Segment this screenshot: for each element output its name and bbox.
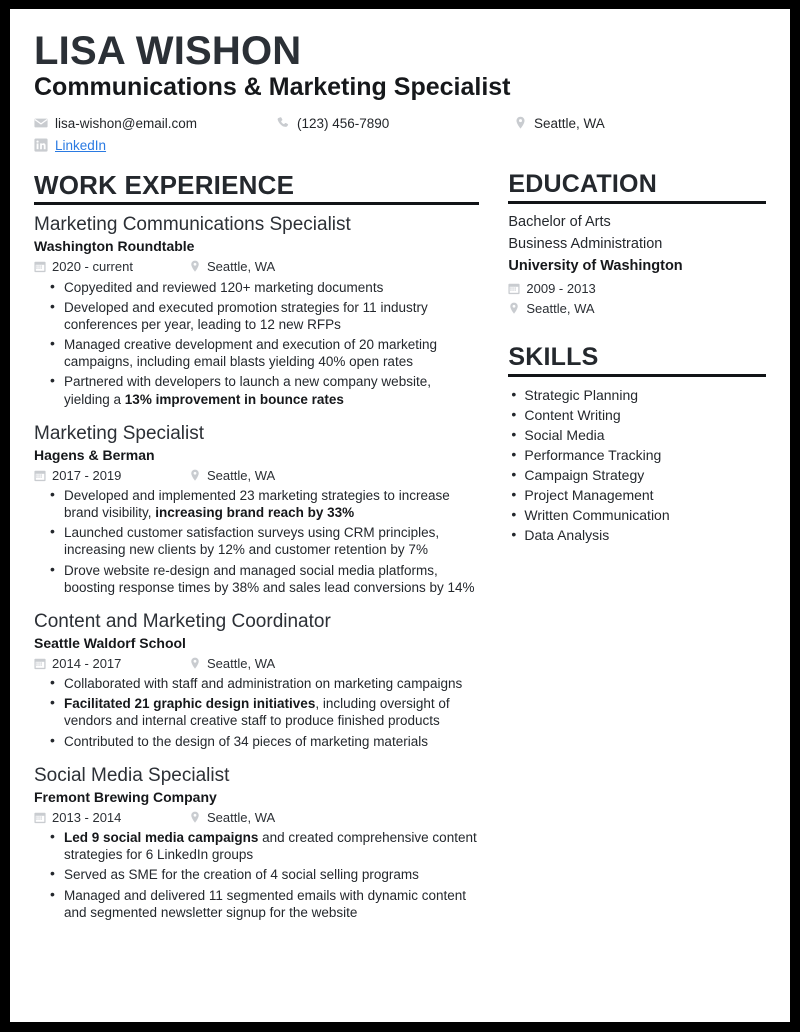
education-dates <box>508 279 766 299</box>
job-dates-text: 2014 - 2017 <box>52 655 122 671</box>
contact-phone[interactable] <box>276 116 514 131</box>
job-location-text: Seattle, WA <box>207 467 276 483</box>
skill-item: • Content Writing <box>524 405 766 425</box>
contact-row-primary <box>34 112 766 134</box>
phone-icon <box>276 116 290 130</box>
education-rule <box>508 201 766 204</box>
job-dates <box>34 468 189 483</box>
calendar-icon <box>34 657 46 670</box>
contact-linkedin[interactable] <box>34 138 276 153</box>
right-column <box>508 172 766 921</box>
job-company: Hagens & Berman <box>34 446 155 463</box>
candidate-headline: Communications & Marketing Specialist <box>34 72 511 101</box>
column-gap <box>485 172 508 921</box>
job-company: Seattle Waldorf School <box>34 635 186 652</box>
job-entry <box>34 422 479 596</box>
job-bullet-list <box>34 675 479 750</box>
calendar-icon <box>508 282 520 295</box>
contact-email-text: lisa-wishon@email.com <box>55 115 197 131</box>
map-pin-icon <box>189 469 201 482</box>
job-company: Washington Roundtable <box>34 238 195 255</box>
job-location <box>189 810 275 825</box>
job-bullet: • Developed and implemented 23 marketing strategies to increase brand visibility, increasing brand reach by 33% <box>64 487 479 521</box>
job-entry <box>34 213 479 407</box>
job-title: Content and Marketing Coordinator <box>34 610 331 632</box>
education-dates-text: 2009 - 2013 <box>526 280 596 296</box>
job-bullet: • Managed and delivered 11 segmented emails with dynamic content and segmented newsletter signup for the website <box>64 887 479 921</box>
work-experience-rule <box>34 202 479 205</box>
job-entry <box>34 610 479 750</box>
job-bullet: • Copyedited and reviewed 120+ marketing documents <box>64 279 479 296</box>
skills-section <box>508 342 766 545</box>
job-dates <box>34 810 189 825</box>
left-column <box>34 172 485 921</box>
job-bullet: • Launched customer satisfaction surveys using CRM principles, increasing new clients by 12% and customer retention by 7% <box>64 524 479 558</box>
calendar-icon <box>34 811 46 824</box>
job-bullet: • Collaborated with staff and administration on marketing campaigns <box>64 675 479 692</box>
education-degree: Bachelor of Arts <box>508 214 611 231</box>
linkedin-icon <box>34 138 48 152</box>
job-location-text: Seattle, WA <box>207 259 276 275</box>
job-meta <box>34 466 479 484</box>
contact-location-text: Seattle, WA <box>534 115 605 131</box>
job-location <box>189 468 275 483</box>
job-dates-text: 2020 - current <box>52 259 133 275</box>
skill-item: • Data Analysis <box>524 525 766 545</box>
education-section <box>508 172 766 319</box>
education-title: EDUCATION <box>508 170 657 199</box>
job-bullet: • Contributed to the design of 34 pieces of marketing materials <box>64 733 479 750</box>
envelope-icon <box>34 116 48 130</box>
job-bullet: • Facilitated 21 graphic design initiatives, including oversight of vendors and internal creative staff to produce finished products <box>64 695 479 729</box>
job-location <box>189 656 275 671</box>
resume-header <box>34 31 766 156</box>
job-dates-text: 2017 - 2019 <box>52 467 122 483</box>
job-dates <box>34 656 189 671</box>
skills-rule <box>508 374 766 377</box>
job-list <box>34 213 479 921</box>
job-title: Marketing Specialist <box>34 422 205 444</box>
job-entry <box>34 764 479 921</box>
job-meta <box>34 808 479 826</box>
job-location <box>189 259 275 274</box>
skills-list <box>508 385 766 545</box>
education-field: Business Administration <box>508 236 663 253</box>
job-bullet: • Led 9 social media campaigns and created comprehensive content strategies for 6 LinkedIn groups <box>64 829 479 863</box>
job-location-text: Seattle, WA <box>207 809 276 825</box>
job-meta <box>34 654 479 672</box>
job-bullet: • Served as SME for the creation of 4 social selling programs <box>64 866 479 883</box>
map-pin-icon <box>514 116 527 130</box>
job-bullet-list <box>34 279 479 408</box>
skill-item: • Strategic Planning <box>524 385 766 405</box>
skill-item: • Campaign Strategy <box>524 465 766 485</box>
contact-linkedin-link[interactable]: LinkedIn <box>55 137 107 153</box>
skill-item: • Social Media <box>524 425 766 445</box>
education-location-text: Seattle, WA <box>526 300 595 316</box>
job-title: Marketing Communications Specialist <box>34 214 351 236</box>
contact-location <box>514 116 714 131</box>
job-dates-text: 2013 - 2014 <box>52 809 122 825</box>
education-school: University of Washington <box>508 257 683 274</box>
contact-phone-text: (123) 456-7890 <box>297 115 390 131</box>
job-bullet: • Developed and executed promotion strategies for 11 industry conferences per year, leading to 12 new RFPs <box>64 299 479 333</box>
job-company: Fremont Brewing Company <box>34 788 217 805</box>
map-pin-icon <box>189 811 201 824</box>
contact-row-secondary <box>34 134 766 156</box>
work-experience-title: WORK EXPERIENCE <box>34 170 295 201</box>
job-bullet-list <box>34 829 479 921</box>
candidate-name: LISA WISHON <box>34 29 302 73</box>
calendar-icon <box>34 260 46 273</box>
job-location-text: Seattle, WA <box>207 655 276 671</box>
skill-item: • Written Communication <box>524 505 766 525</box>
skills-title: SKILLS <box>508 342 599 371</box>
job-bullet-list <box>34 487 479 596</box>
resume-body <box>34 172 766 921</box>
education-location <box>508 299 766 319</box>
work-experience-section <box>34 172 479 921</box>
calendar-icon <box>34 469 46 482</box>
contact-block <box>34 112 766 156</box>
map-pin-icon <box>189 260 201 273</box>
job-dates <box>34 259 189 274</box>
skill-item: • Project Management <box>524 485 766 505</box>
skill-item: • Performance Tracking <box>524 445 766 465</box>
map-pin-icon <box>189 657 201 670</box>
map-pin-icon <box>508 302 520 315</box>
job-title: Social Media Specialist <box>34 764 230 786</box>
contact-email[interactable] <box>34 116 276 131</box>
job-bullet: • Managed creative development and execution of 20 marketing campaigns, including email blasts yielding 40% open rates <box>64 336 479 370</box>
job-bullet: • Drove website re-design and managed social media platforms, boosting response times by 38% and sales lead conversions by 14% <box>64 562 479 596</box>
resume-page <box>10 9 790 1022</box>
job-meta <box>34 258 479 276</box>
job-bullet: • Partnered with developers to launch a new company website, yielding a 13% improvement in bounce rates <box>64 373 479 407</box>
